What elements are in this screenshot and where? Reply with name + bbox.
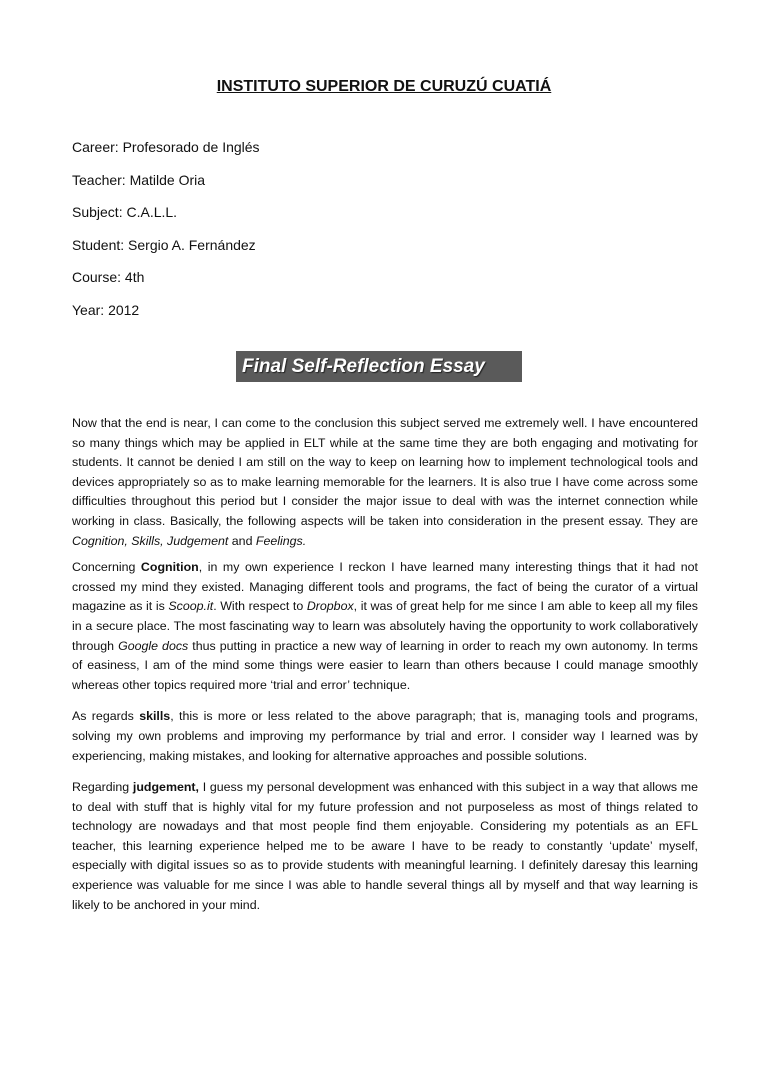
career-line: Career: Profesorado de Inglés bbox=[72, 139, 260, 155]
paragraph-skills bbox=[72, 707, 698, 766]
text: As regards bbox=[72, 709, 140, 724]
italic-text: Google docs bbox=[118, 638, 189, 653]
teacher-line: Teacher: Matilde Oria bbox=[72, 171, 206, 188]
subject-line: Subject: C.A.L.L. bbox=[72, 204, 178, 221]
year-line: Year: 2012 bbox=[72, 301, 140, 318]
paragraph-cognition bbox=[72, 558, 698, 695]
institute-title: INSTITUTO SUPERIOR DE CURUZÚ CUATIÁ bbox=[216, 78, 552, 95]
text: thus putting in practice a new way of learning in order to reach my own autonomy. In terms of easiness, I am of the mind some things were easier to learn than others because I could manage smoothly whereas other topics required more ‘trial and error’ technique. bbox=[72, 638, 698, 692]
essay-title-banner: Final Self-Reflection Essay bbox=[236, 351, 522, 382]
text: . With respect to bbox=[213, 599, 307, 614]
text: , it was of great help for me since I am able to keep all my files in a secure place. The most fascinating way to learn was absolutely having the opportunity to work collaboratively through bbox=[72, 599, 698, 653]
text: Regarding bbox=[72, 780, 133, 795]
text: and bbox=[228, 533, 256, 548]
course-line: Course: 4th bbox=[72, 269, 145, 286]
student-line: Student: Sergio A. Fernández bbox=[72, 236, 256, 253]
text: Concerning bbox=[72, 560, 141, 575]
text: Now that the end is near, I can come to the conclusion this subject served me extremely well. I have encountered so many things which may be applied in ELT while at the same time they are both engaging and motivating for students. It cannot be denied I am still on the way to keep on learning how to implement technological tools and devices appropriately so as to make learning memorable for the learners. It is also true I have come across some difficulties throughout this period but I consider the major issue to deal with was the internet connection while working in class. Basically, the following aspects will be taken into consideration in the present essay. They are bbox=[72, 416, 698, 528]
paragraph-judgement bbox=[72, 778, 698, 915]
text: , this is more or less related to the above paragraph; that is, managing tools and programs, solving my own problems and improving my performance by trial and error. I consider way I learned was by experiencing, making mistakes, and looking for alternative approaches and possible solutions. bbox=[72, 709, 699, 763]
bold-text: Cognition bbox=[140, 560, 199, 575]
bold-text: judgement, bbox=[132, 780, 199, 795]
student-info bbox=[72, 138, 260, 334]
bold-text: skills bbox=[139, 709, 171, 724]
italic-text: Cognition, Skills, Judgement bbox=[72, 533, 229, 548]
essay-body bbox=[72, 414, 698, 922]
italic-text: Scoop.it bbox=[168, 599, 214, 614]
text: I guess my personal development was enhanced with this subject in a way that allows me to deal with stuff that is highly vital for my future profession and not purposeless as most of things related to technology are nowadays and that most people find them enjoyable. Considering my potentials as an EFL teacher, this learning experience helped me to be aware I have to be ready to constantly ‘update’ myself, especially with digital issues so as to provide students with meaningful learning. I definitely daresay this learning experience was valuable for me since I was able to handle several things all by myself and that way learning is likely to be anchored in your mind. bbox=[72, 780, 698, 912]
italic-text: Dropbox bbox=[306, 599, 354, 614]
text: , in my own experience I reckon I have learned many interesting things that it had not crossed my mind they existed. Managing different tools and programs, the fact of being the curator of a virtual magazine as it is bbox=[72, 560, 698, 614]
paragraph-intro bbox=[72, 414, 698, 551]
italic-text: Feelings. bbox=[255, 533, 307, 548]
